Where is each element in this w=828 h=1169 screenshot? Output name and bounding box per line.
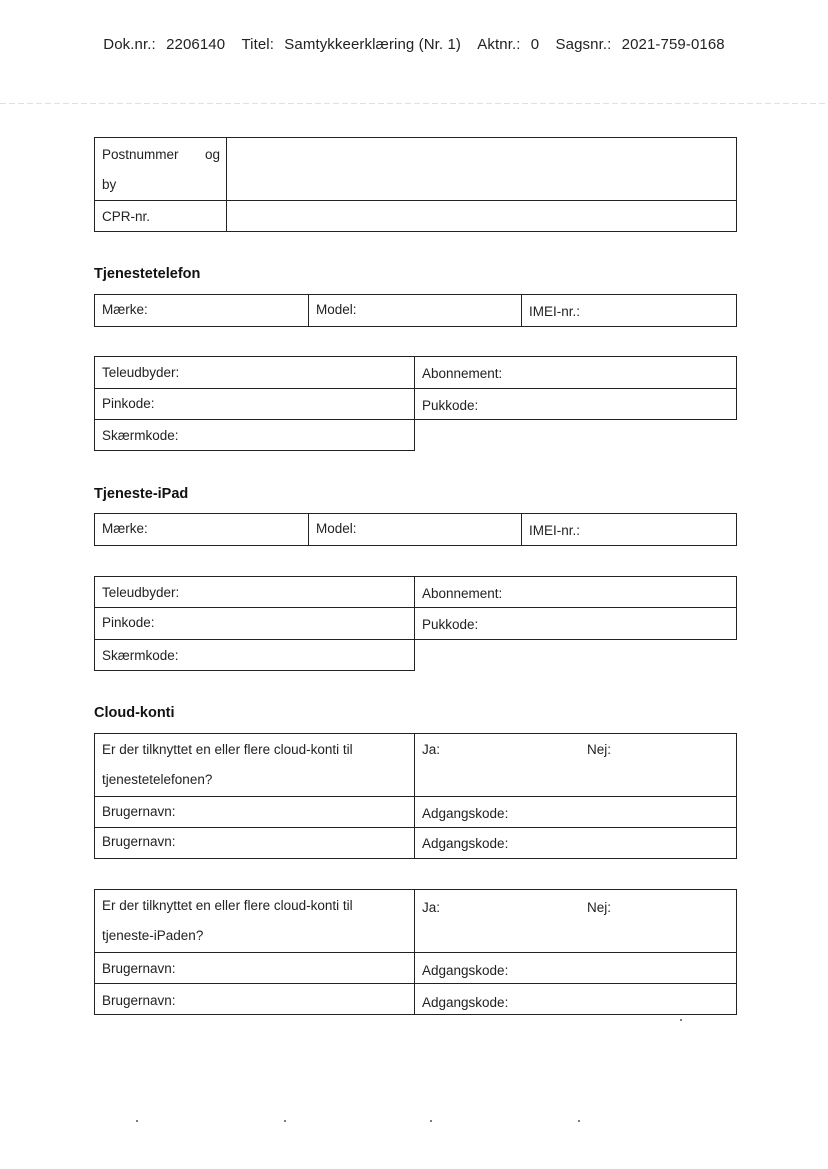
cloud-phone-question: Er der tilknyttet en eller flere cloud-konti til tjenestetelefonen?: [102, 742, 353, 787]
section-title-cloud: Cloud-konti: [94, 705, 175, 721]
scan-speck: [430, 1120, 432, 1122]
scan-speck: [578, 1120, 580, 1122]
cloud-ipad-adgangskode-1[interactable]: Adgangskode:: [422, 963, 509, 978]
cloud-phone-ja-option[interactable]: Ja:: [422, 742, 441, 757]
phone-maerke-field[interactable]: Mærke:: [102, 302, 148, 317]
postnummer-field[interactable]: [227, 138, 736, 200]
ipad-abonnement-field[interactable]: Abonnement:: [422, 586, 503, 601]
ipad-pinkode-field[interactable]: Pinkode:: [102, 615, 155, 630]
section-title-phone: Tjenestetelefon: [94, 266, 201, 282]
cloud-phone-adgangskode-1[interactable]: Adgangskode:: [422, 806, 509, 821]
cloud-ipad-nej-option[interactable]: Nej:: [587, 900, 612, 915]
ipad-skaermkode-field[interactable]: Skærmkode:: [102, 648, 179, 663]
phone-skaermkode-field[interactable]: Skærmkode:: [102, 428, 179, 443]
cloud-phone-brugernavn-1[interactable]: Brugernavn:: [102, 804, 176, 819]
cpr-label: CPR-nr.: [102, 209, 151, 224]
phone-model-field[interactable]: Model:: [316, 302, 357, 317]
cloud-phone-adgangskode-2[interactable]: Adgangskode:: [422, 836, 509, 851]
phone-pinkode-field[interactable]: Pinkode:: [102, 396, 155, 411]
section-title-ipad: Tjeneste-iPad: [94, 486, 189, 502]
cpr-field[interactable]: [227, 201, 736, 231]
scan-speck: [136, 1120, 138, 1122]
titel: Titel: Samtykkeerklæring (Nr. 1): [241, 36, 462, 53]
scan-speck: [284, 1120, 286, 1122]
cloud-ipad-brugernavn-2[interactable]: Brugernavn:: [102, 993, 176, 1008]
cloud-phone-nej-option[interactable]: Nej:: [587, 742, 612, 757]
ipad-model-field[interactable]: Model:: [316, 521, 357, 536]
phone-teleudbyder-field[interactable]: Teleudbyder:: [102, 365, 180, 380]
cloud-ipad-brugernavn-1[interactable]: Brugernavn:: [102, 961, 176, 976]
akt-nr: Aktnr.: 0: [477, 36, 540, 53]
scan-artifact-line: [0, 103, 828, 104]
cloud-ipad-ja-option[interactable]: Ja:: [422, 900, 441, 915]
cloud-ipad-question: Er der tilknyttet en eller flere cloud-konti til tjeneste-iPaden?: [102, 898, 353, 943]
phone-abonnement-field[interactable]: Abonnement:: [422, 366, 503, 381]
ipad-imei-field[interactable]: IMEI-nr.:: [529, 523, 581, 538]
cloud-phone-brugernavn-2[interactable]: Brugernavn:: [102, 834, 176, 849]
document-header: [0, 36, 828, 53]
phone-imei-field[interactable]: IMEI-nr.:: [529, 304, 581, 319]
sags-nr: Sagsnr.: 2021-759-0168: [555, 36, 725, 53]
ipad-maerke-field[interactable]: Mærke:: [102, 521, 148, 536]
ipad-teleudbyder-field[interactable]: Teleudbyder:: [102, 585, 180, 600]
postnummer-label: Postnummer og by: [102, 147, 220, 192]
ipad-pukkode-field[interactable]: Pukkode:: [422, 617, 479, 632]
scan-speck: [680, 1019, 682, 1021]
phone-pukkode-field[interactable]: Pukkode:: [422, 398, 479, 413]
dok-nr: Dok.nr.: 2206140: [103, 36, 226, 53]
cloud-ipad-adgangskode-2[interactable]: Adgangskode:: [422, 995, 509, 1010]
